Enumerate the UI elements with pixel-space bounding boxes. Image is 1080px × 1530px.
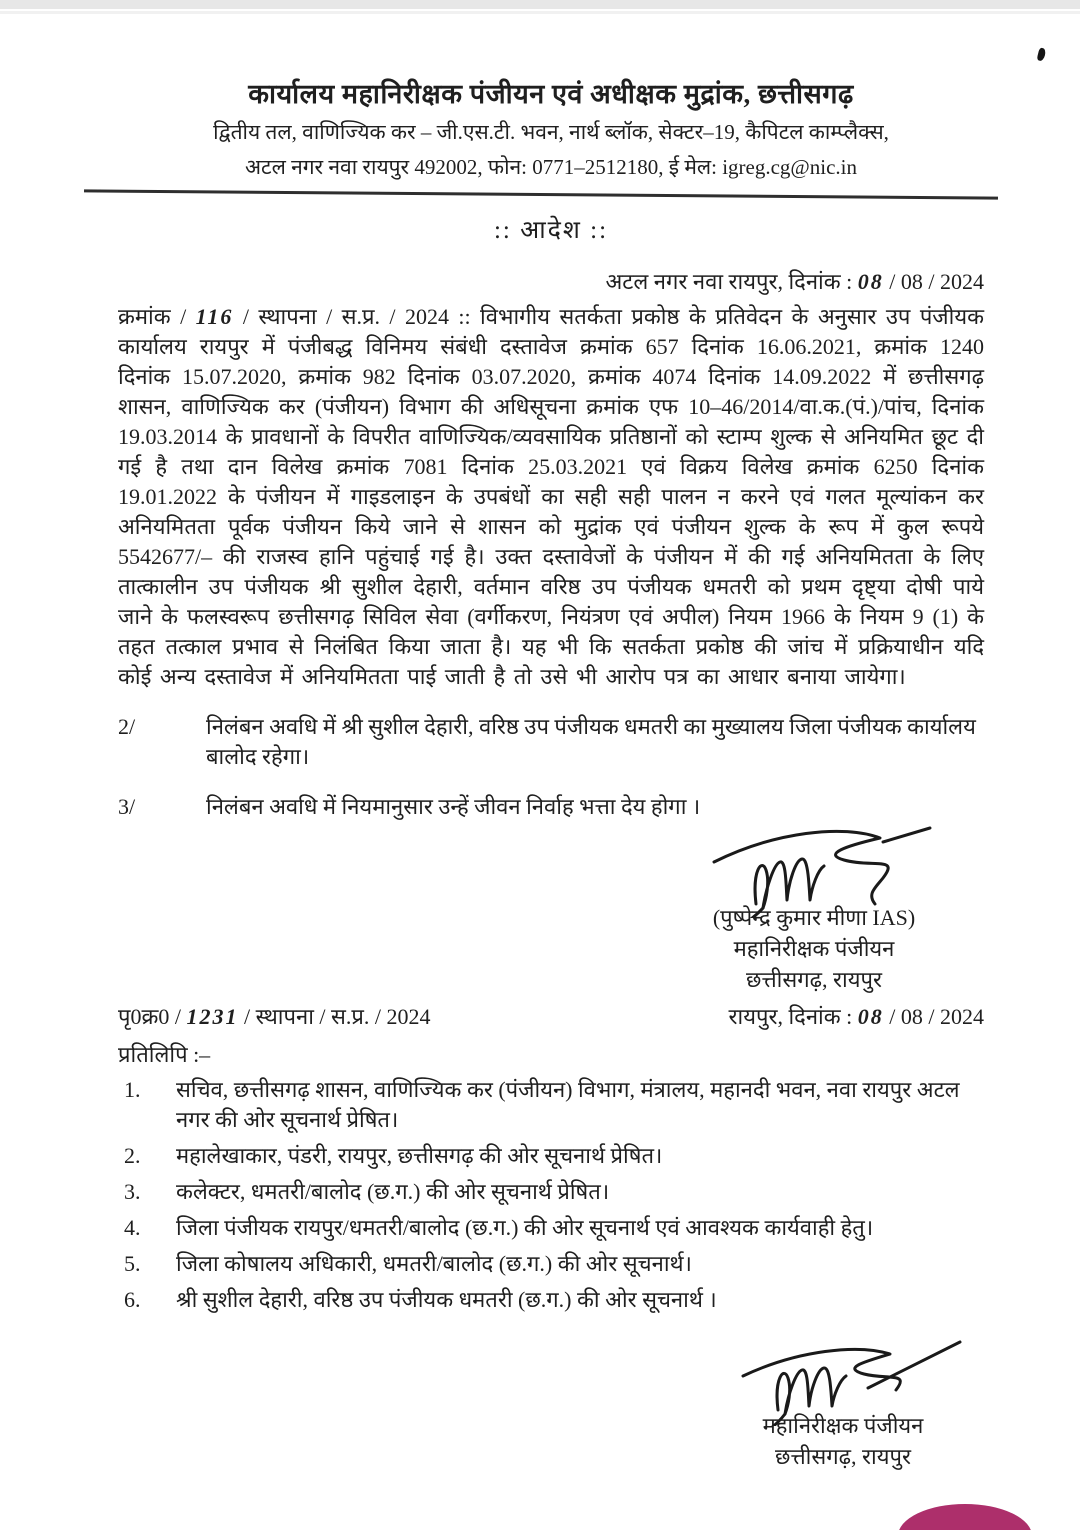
copy-list-item <box>118 1285 984 1315</box>
order-number-suffix: / स्थापना / स.प्र. / 2024 :: <box>233 304 481 329</box>
place-date-rest: / 08 / 2024 <box>883 1004 984 1029</box>
signatory-title: महानिरीक्षक पंजीयन <box>733 936 895 961</box>
bottom-signatory-title: महानिरीक्षक पंजीयन <box>762 1413 924 1438</box>
copy-item-text: सचिव, छत्तीसगढ़ शासन, वाणिज्यिक कर (पंजीयन) विभाग, मंत्रालय, महानदी भवन, नवा रायपुर अटल नगर की ओर सूचनार्थ प्रेषित। <box>176 1077 960 1132</box>
endorsement-ref-number <box>118 1001 431 1031</box>
issue-date-handwritten-day: 08 <box>857 269 884 294</box>
ref-handwritten-number: 1231 <box>186 1004 239 1029</box>
order-body-text: विभागीय सतर्कता प्रकोष्ठ के प्रतिवेदन के अनुसार उप पंजीयक कार्यालय रायपुर में पंजीबद्ध विनिमय संबंधी दस्तावेज क्रमांक 657 दिनांक 16.06.2021, क्रमांक 1240 दिनांक 15.07.2020, क्रमांक 982 दिनांक 03.07.2020, क्रमांक 4074 दिनांक 14.09.2022 में छत्तीसगढ़ शासन, वाणिज्यिक कर (पंजीयन) विभाग की अधिसूचना क्रमांक एफ 10–46/2014/वा.क.(पं.)/पांच, दिनांक 19.03.2014 के प्रावधानों के विपरीत वाणिज्यिक/व्यवसायिक प्रतिष्ठानों को स्टाम्प शुल्क से अनियमित छूट दी गई है तथा दान विलेख क्रमांक 7081 दिनांक 25.03.2021 एवं विक्रय विलेख क्रमांक 6250 दिनांक 19.01.2022 के पंजीयन में गाइडलाइन के उपबंधों का सही सही पालन न करने एवं गलत मूल्यांकन कर अनियमितता पूर्वक पंजीयन किये जाने से शासन को मुद्रांक एवं पंजीयन शुल्क के रूप में कुल रूपये 5542677/– की राजस्व हानि पहुंचाई गई है। उक्त दस्तावेजों के पंजीयन में की गई अनियमितता के लिए तात्कालीन उप पंजीयक श्री सुशील देहारी, वर्तमान वरिष्ठ उप पंजीयक धमतरी को प्रथम दृष्ट्या दोषी पाये जाने के फलस्वरूप छत्तीसगढ़ सिविल सेवा (वर्गीकरण, नियंत्रण एवं अपील) नियम 1966 के नियम 9 (1) के तहत तत्काल प्रभाव से निलंबित किया जाता है। यह भी कि सतर्कता प्रकोष्ठ की जांच में प्रक्रियाधीन यदि कोई अन्य दस्तावेज में अनियमितता पाई जाती है तो उसे भी आरोप पत्र का आधार बनाया जायेगा। <box>118 304 984 689</box>
copy-list-item <box>118 1249 984 1279</box>
copy-to-label: प्रतिलिपि :– <box>118 1042 211 1067</box>
copy-item-text: कलेक्टर, धमतरी/बालोद (छ.ग.) की ओर सूचनार्थ प्रेषित। <box>176 1179 610 1204</box>
issue-date-line <box>118 266 984 296</box>
point-text: निलंबन अवधि में नियमानुसार उन्हें जीवन निर्वाह भत्ता देय होगा । <box>206 794 701 819</box>
document-content <box>118 0 984 1315</box>
copy-list-item <box>118 1177 984 1207</box>
order-title: :: आदेश :: <box>493 217 609 244</box>
office-address-line1: द्वितीय तल, वाणिज्यिक कर – जी.एस.टी. भवन, नार्थ ब्लॉक, सेक्टर–19, कैपिटल काम्प्लैक्स, <box>213 120 889 144</box>
office-address-line2: अटल नगर नवा रायपुर 492002, फोन: 0771–2512180, ई मेल: igreg.cg@nic.in <box>244 155 858 179</box>
copy-item-number: 3. <box>124 1179 141 1204</box>
issue-date-rest: / 08 / 2024 <box>883 269 984 294</box>
point-text: निलंबन अवधि में श्री सुशील देहारी, वरिष्ठ उप पंजीयक धमतरी का मुख्यालय जिला पंजीयक कार्यालय बालोद रहेगा। <box>206 714 976 769</box>
copy-item-number: 5. <box>124 1251 141 1276</box>
endorsement-ref-row <box>118 1001 984 1031</box>
point-number: 3/ <box>118 794 136 819</box>
endorsement-place-date <box>729 1001 984 1031</box>
copy-item-number: 1. <box>124 1077 141 1102</box>
ref-suffix: / स्थापना / स.प्र. / 2024 <box>238 1004 431 1029</box>
copy-item-text: महालेखाकार, पंडरी, रायपुर, छत्तीसगढ़ की ओर सूचनार्थ प्रेषित। <box>176 1143 663 1168</box>
copy-list-item <box>118 1141 984 1171</box>
ref-prefix: पृ0क्र0 / <box>118 1004 187 1029</box>
signature-block <box>644 822 984 995</box>
stray-ink-mark <box>1037 47 1047 61</box>
copy-item-number: 2. <box>124 1143 141 1168</box>
order-number-prefix: क्रमांक / <box>118 304 196 329</box>
header-divider <box>84 189 998 199</box>
order-number-handwritten: 116 <box>195 304 234 329</box>
pink-stamp <box>898 1504 1032 1530</box>
issue-date-prefix: अटल नगर नवा रायपुर, दिनांक : <box>605 269 858 294</box>
place-date-prefix: रायपुर, दिनांक : <box>728 1004 858 1029</box>
copy-item-number: 4. <box>124 1215 141 1240</box>
office-name: कार्यालय महानिरीक्षक पंजीयन एवं अधीक्षक मुद्रांक, छत्तीसगढ़ <box>248 79 854 109</box>
signatory-name: (पुष्पेन्द्र कुमार मीणा IAS) <box>712 905 916 930</box>
copy-item-text: श्री सुशील देहारी, वरिष्ठ उप पंजीयक धमतरी (छ.ग.) की ओर सूचनार्थ । <box>176 1287 717 1312</box>
point-number: 2/ <box>118 714 136 739</box>
order-point-2 <box>118 712 984 772</box>
copy-list-item <box>118 1213 984 1243</box>
bottom-signature-block <box>668 1336 1018 1472</box>
copy-list-item <box>118 1075 984 1135</box>
copy-item-text: जिला कोषालय अधिकारी, धमतरी/बालोद (छ.ग.) की ओर सूचनार्थ। <box>176 1251 692 1276</box>
copy-item-text: जिला पंजीयक रायपुर/धमतरी/बालोद (छ.ग.) की ओर सूचनार्थ एवं आवश्यक कार्यवाही हेतु। <box>176 1215 874 1240</box>
place-date-handwritten-day: 08 <box>857 1004 884 1029</box>
order-body-paragraph <box>118 302 984 692</box>
signatory-location: छत्तीसगढ़, रायपुर <box>746 967 882 992</box>
copy-item-number: 6. <box>124 1287 141 1312</box>
order-point-3 <box>118 792 984 822</box>
bottom-signatory-location: छत्तीसगढ़, रायपुर <box>775 1444 911 1469</box>
